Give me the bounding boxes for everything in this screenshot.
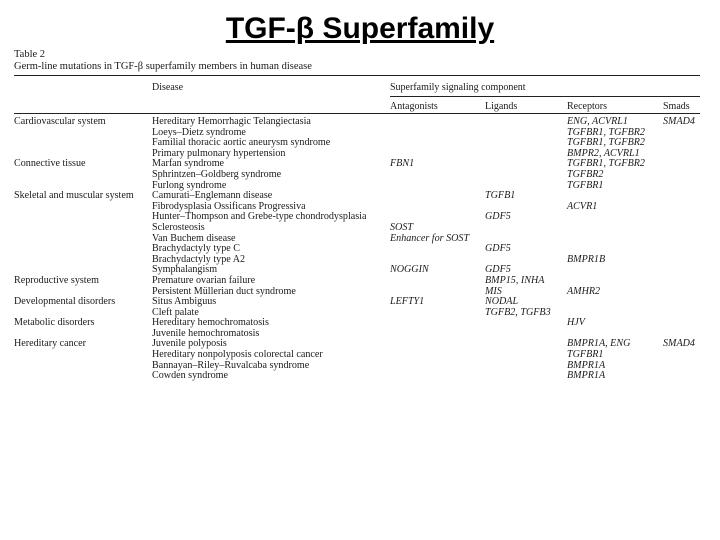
table-row xyxy=(14,255,711,266)
ligand-cell xyxy=(485,170,567,181)
category-cell: Hereditary cancer xyxy=(14,338,87,350)
ligand-cell xyxy=(485,117,567,128)
smad-cell xyxy=(663,318,711,329)
disease-cell: Camurati–Englemann disease xyxy=(152,190,273,202)
disease-cell: Van Buchem disease xyxy=(152,232,236,244)
category-cell: Cardiovascular system xyxy=(14,116,106,127)
receptor-cell: AMHR2 xyxy=(567,285,601,297)
receptor-cell: ACVR1 xyxy=(567,200,598,212)
ligand-cell xyxy=(485,223,567,234)
table-row xyxy=(14,244,711,255)
smad-cell xyxy=(663,244,711,255)
category-cell xyxy=(14,255,152,266)
table-row xyxy=(14,159,711,170)
antagonist-cell xyxy=(390,350,485,361)
disease-cell: Primary pulmonary hypertension xyxy=(152,147,286,159)
smad-cell xyxy=(663,287,711,298)
antagonist-cell xyxy=(390,202,485,213)
smad-cell xyxy=(663,371,711,382)
antagonist-cell: SOST xyxy=(390,221,413,233)
smad-cell xyxy=(663,297,711,308)
disease-cell: Symphalangism xyxy=(152,264,218,276)
antagonist-cell xyxy=(390,170,485,181)
ligand-cell xyxy=(485,149,567,160)
header-top-rule xyxy=(14,75,700,76)
receptor-cell: HJV xyxy=(567,317,585,329)
disease-cell: Juvenile hemochromatosis xyxy=(152,327,260,339)
ligand-cell xyxy=(485,371,567,382)
table-row xyxy=(14,265,711,276)
receptor-cell xyxy=(567,212,663,223)
receptor-cell: TGFBR2 xyxy=(567,168,604,180)
ligand-cell xyxy=(485,318,567,329)
category-cell xyxy=(14,350,152,361)
ligand-cell: TGFB1 xyxy=(485,190,516,202)
receptor-cell: TGFBR1 xyxy=(567,349,604,361)
smad-cell xyxy=(663,181,711,192)
ligand-cell: MIS xyxy=(485,285,502,297)
receptor-cell xyxy=(567,297,663,308)
disease-table xyxy=(14,117,711,382)
receptor-cell: BMPR1A, ENG xyxy=(567,338,631,350)
ligand-cell: BMP15, INHA xyxy=(485,274,545,286)
category-cell: Skeletal and muscular system xyxy=(14,190,134,202)
category-cell xyxy=(14,212,152,223)
antagonist-cell: NOGGIN xyxy=(390,264,429,276)
disease-cell: Furlong syndrome xyxy=(152,179,227,191)
disease-cell: Sphrintzen–Goldberg syndrome xyxy=(152,168,282,180)
table-row xyxy=(14,339,711,350)
smad-cell xyxy=(663,223,711,234)
antagonist-cell: FBN1 xyxy=(390,158,415,170)
table-row xyxy=(14,308,711,319)
receptor-cell xyxy=(567,265,663,276)
antagonist-cell xyxy=(390,361,485,372)
receptor-cell: BMPR1B xyxy=(567,253,606,265)
table-row xyxy=(14,170,711,181)
disease-cell: Familial thoracic aortic aneurysm syndrome xyxy=(152,137,331,149)
disease-cell: Fibrodysplasia Ossificans Progressiva xyxy=(152,200,306,212)
smad-cell xyxy=(663,149,711,160)
table-row xyxy=(14,276,711,287)
ligand-cell: GDF5 xyxy=(485,243,511,255)
receptor-cell: TGFBR1, TGFBR2 xyxy=(567,126,645,138)
receptor-cell: ENG, ACVRL1 xyxy=(567,116,628,127)
table-row xyxy=(14,234,711,245)
table-row xyxy=(14,223,711,234)
smad-cell xyxy=(663,202,711,213)
header-antagonists: Antagonists xyxy=(390,101,438,112)
antagonist-cell xyxy=(390,318,485,329)
category-cell: Reproductive system xyxy=(14,274,99,286)
smad-cell: SMAD4 xyxy=(663,338,695,350)
smad-cell xyxy=(663,234,711,245)
table-row xyxy=(14,361,711,372)
ligand-cell xyxy=(485,361,567,372)
antagonist-cell xyxy=(390,308,485,319)
table-row xyxy=(14,212,711,223)
antagonist-cell xyxy=(390,276,485,287)
category-cell xyxy=(14,170,152,181)
category-cell: Metabolic disorders xyxy=(14,317,95,329)
ligand-cell xyxy=(485,350,567,361)
header-bottom-rule xyxy=(14,113,700,114)
antagonist-cell xyxy=(390,128,485,139)
receptor-cell: TGFBR1 xyxy=(567,179,604,191)
smad-cell xyxy=(663,170,711,181)
receptor-cell: BMPR1A xyxy=(567,370,606,382)
table-row xyxy=(14,350,711,361)
table-row xyxy=(14,117,711,128)
disease-cell: Premature ovarian failure xyxy=(152,274,256,286)
ligand-cell xyxy=(485,339,567,350)
category-cell xyxy=(14,202,152,213)
antagonist-cell xyxy=(390,329,485,340)
smad-cell xyxy=(663,212,711,223)
table-row xyxy=(14,297,711,308)
category-cell: Connective tissue xyxy=(14,158,86,170)
disease-cell: Brachydactyly type A2 xyxy=(152,253,246,265)
table-row xyxy=(14,318,711,329)
antagonist-cell xyxy=(390,339,485,350)
header-disease: Disease xyxy=(152,82,184,93)
ligand-cell: GDF5 xyxy=(485,211,511,223)
disease-cell: Brachydactyly type C xyxy=(152,243,241,255)
table-label: Table 2 xyxy=(14,49,46,60)
antagonist-cell xyxy=(390,191,485,202)
category-cell xyxy=(14,361,152,372)
category-cell xyxy=(14,244,152,255)
smad-cell xyxy=(663,138,711,149)
receptor-cell: BMPR1A xyxy=(567,359,606,371)
smad-cell xyxy=(663,276,711,287)
disease-cell: Loeys–Dietz syndrome xyxy=(152,126,246,138)
receptor-cell xyxy=(567,276,663,287)
header-group-rule xyxy=(390,96,700,97)
ligand-cell: GDF5 xyxy=(485,264,511,276)
disease-cell: Cleft palate xyxy=(152,306,199,318)
disease-cell: Situs Ambiguus xyxy=(152,296,217,308)
disease-cell: Marfan syndrome xyxy=(152,158,225,170)
receptor-cell: TGFBR1, TGFBR2 xyxy=(567,158,645,170)
antagonist-cell xyxy=(390,181,485,192)
category-cell xyxy=(14,371,152,382)
slide-title: TGF-β Superfamily xyxy=(225,12,495,45)
disease-cell: Hunter–Thompson and Grebe-type chondrodysplasia xyxy=(152,211,367,223)
smad-cell xyxy=(663,308,711,319)
smad-cell xyxy=(663,255,711,266)
ligand-cell xyxy=(485,128,567,139)
smad-cell xyxy=(663,350,711,361)
disease-cell: Hereditary Hemorrhagic Telangiectasia xyxy=(152,116,311,127)
table-caption: Germ-line mutations in TGF-β superfamily members in human disease xyxy=(14,61,312,72)
antagonist-cell xyxy=(390,117,485,128)
smad-cell xyxy=(663,265,711,276)
ligand-cell xyxy=(485,138,567,149)
table-row xyxy=(14,191,711,202)
antagonist-cell: LEFTY1 xyxy=(390,296,425,308)
ligand-cell: TGFB2, TGFB3 xyxy=(485,306,551,318)
ligand-cell: NODAL xyxy=(485,296,519,308)
antagonist-cell xyxy=(390,138,485,149)
antagonist-cell: Enhancer for SOST xyxy=(390,232,470,244)
ligand-cell xyxy=(485,329,567,340)
disease-cell: Hereditary nonpolyposis colorectal cancer xyxy=(152,349,323,361)
header-ligands: Ligands xyxy=(485,101,518,112)
antagonist-cell xyxy=(390,371,485,382)
category-cell xyxy=(14,223,152,234)
disease-cell: Bannayan–Riley–Ruvalcaba syndrome xyxy=(152,359,310,371)
antagonist-cell xyxy=(390,244,485,255)
disease-cell: Persistent Müllerian duct syndrome xyxy=(152,285,296,297)
smad-cell xyxy=(663,191,711,202)
smad-cell xyxy=(663,128,711,139)
receptor-cell xyxy=(567,223,663,234)
disease-cell: Hereditary hemochromatosis xyxy=(152,317,269,329)
header-smads: Smads xyxy=(663,101,690,112)
header-receptors: Receptors xyxy=(567,101,607,112)
disease-cell: Cowden syndrome xyxy=(152,370,228,382)
category-cell: Developmental disorders xyxy=(14,296,116,308)
disease-cell: Juvenile polyposis xyxy=(152,338,227,350)
receptor-cell: BMPR2, ACVRL1 xyxy=(567,147,640,159)
category-cell xyxy=(14,234,152,245)
table-row xyxy=(14,287,711,298)
category-cell xyxy=(14,138,152,149)
smad-cell xyxy=(663,159,711,170)
receptor-cell: TGFBR1, TGFBR2 xyxy=(567,137,645,149)
table-row xyxy=(14,371,711,382)
receptor-cell xyxy=(567,234,663,245)
category-cell xyxy=(14,128,152,139)
smad-cell xyxy=(663,361,711,372)
disease-cell: Sclerosteosis xyxy=(152,221,205,233)
header-group: Superfamily signaling component xyxy=(390,82,526,93)
smad-cell: SMAD4 xyxy=(663,116,695,127)
ligand-cell xyxy=(485,159,567,170)
